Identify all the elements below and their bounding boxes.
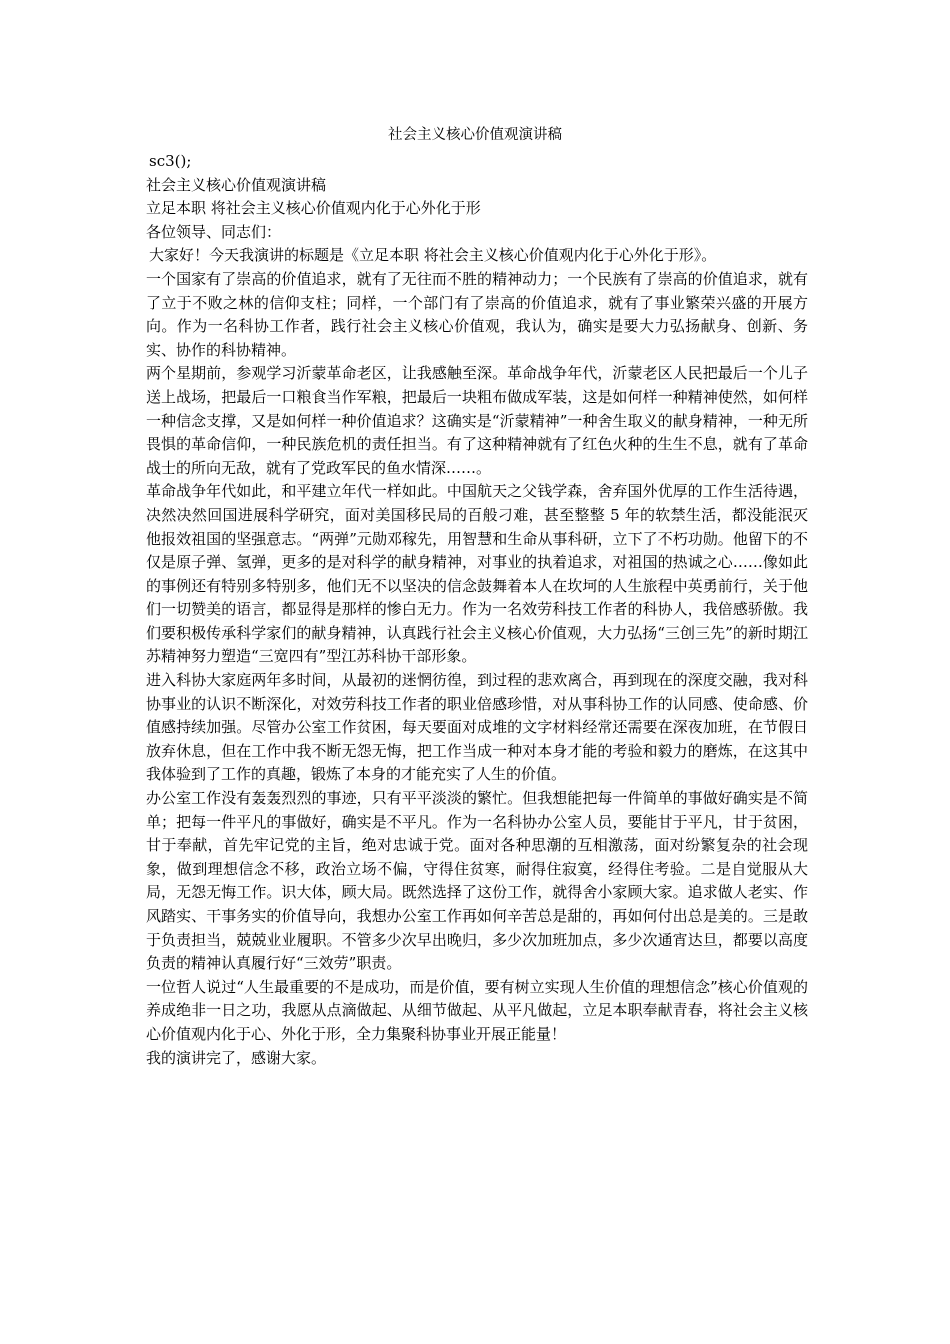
document-title: 社会主义核心价值观演讲稿	[388, 127, 562, 143]
paragraph: 革命战争年代如此，和平建立年代一样如此。中国航天之父钱学森，舍弃国外优厚的工作生活待遇，决然决然回国进展科学研究，面对美国移民局的百般刁难，甚至整整 5 年的软禁生活，都没能泯灭他报效祖国的坚强意志。“两弹”元勋邓稼先，用智慧和生命从事科研，立下了不朽功勋。他留下的不仅是原子弹、氢弹，更多的是对科学的献身精神，对事业的执着追求，对祖国的热诚之心……像如此的事例还有特别多特别多，他们无不以坚决的信念鼓舞着本人在坎坷的人生旅程中英勇前行，关于他们一切赞美的语言，都显得是那样的惨白无力。作为一名效劳科技工作者的科协人，我倍感骄傲。我们要积极传承科学家们的献身精神，认真践行社会主义核心价值观，大力弘扬“三创三先”的新时期江苏精神努力塑造“三宽四有”型江苏科协干部形象。	[146, 482, 808, 666]
paragraph: 一位哲人说过“人生最重要的不是成功，而是价值，要有树立实现人生价值的理想信念”核心价值观的养成绝非一日之功，我愿从点滴做起、从细节做起、从平凡做起，立足本职奉献青春，将社会主义核心价值观内化于心、外化于形，全力集聚科协事业开展正能量！	[146, 977, 808, 1043]
paragraph: 办公室工作没有轰轰烈烈的事迹，只有平平淡淡的繁忙。但我想能把每一件简单的事做好确实是不简单；把每一件平凡的事做好，确实是不平凡。作为一名科协办公室人员，要能甘于平凡，甘于贫困，甘于奉献，首先牢记党的主旨，绝对忠诚于党。面对各种思潮的互相激荡，面对纷繁复杂的社会现象，做到理想信念不移，政治立场不偏，守得住贫寒，耐得住寂寞，经得住考验。二是自觉服从大局，无怨无悔工作。识大体，顾大局。既然选择了这份工作，就得舍小家顾大家。追求做人老实、作风踏实、干事务实的价值导向，我想办公室工作再如何辛苦总是甜的，再如何付出总是美的。三是敢于负责担当，兢兢业业履职。不管多少次早出晚归，多少次加班加点，多少次通宵达旦，都要以高度负责的精神认真履行好“三效劳”职责。	[146, 789, 808, 973]
paragraph: 大家好！今天我演讲的标题是《立足本职 将社会主义核心价值观内化于心外化于形》。	[149, 246, 717, 265]
paragraph: 一个国家有了崇高的价值追求，就有了无往而不胜的精神动力；一个民族有了崇高的价值追求，就有了立于不败之林的信仰支柱；同样，一个部门有了崇高的价值追求，就有了事业繁荣兴盛的开展方向。作为一名科协工作者，践行社会主义核心价值观，我认为，确实是要大力弘扬献身、创新、务实、协作的科协精神。	[146, 269, 808, 359]
salutation: 各位领导、同志们：	[146, 222, 282, 241]
document-body	[146, 150, 808, 1070]
paragraph: 进入科协大家庭两年多时间，从最初的迷惘彷徨，到过程的悲欢离合，再到现在的深度交融，我对科协事业的认识不断深化，对效劳科技工作者的职业倍感珍惜，对从事科协工作的认同感、使命感、价值感持续加强。尽管办公室工作贫困，每天要面对成堆的文字材料经常还需要在深夜加班，在节假日放弃休息，但在工作中我不断无怨无悔，把工作当成一种对本身才能的考验和毅力的磨炼，在这其中我体验到了工作的真趣，锻炼了本身的才能充实了人生的价值。	[146, 671, 808, 784]
code-line: sc3();	[149, 152, 192, 170]
theme-line: 立足本职 将社会主义核心价值观内化于心外化于形	[146, 199, 481, 218]
subtitle: 社会主义核心价值观演讲稿	[146, 175, 327, 194]
paragraph: 两个星期前，参观学习沂蒙革命老区，让我感触至深。革命战争年代，沂蒙老区人民把最后一个儿子送上战场，把最后一口粮食当作军粮，把最后一块粗布做成军装，这是如何样一种精神使然，如何样一种信念支撑，又是如何样一种价值追求？这确实是“沂蒙精神”一种舍生取义的献身精神，一种无所畏惧的革命信仰，一种民族危机的责任担当。有了这种精神就有了红色火种的生生不息，就有了革命战士的所向无敌，就有了党政军民的鱼水情深……。	[146, 364, 808, 477]
paragraph: 我的演讲完了，感谢大家。	[146, 1048, 327, 1067]
